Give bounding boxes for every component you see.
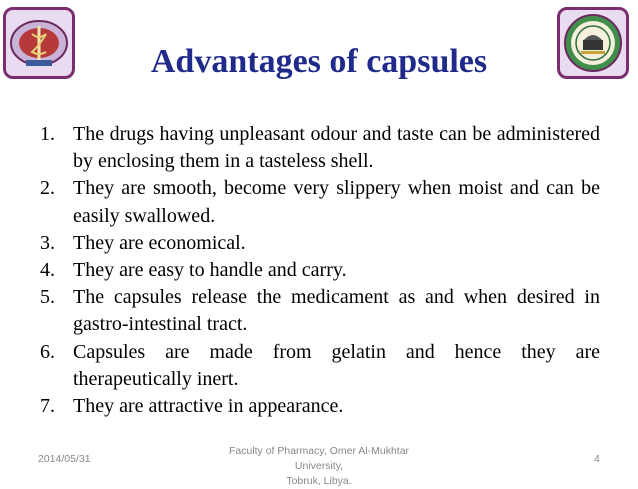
list-item-text: They are economical.: [73, 231, 246, 254]
list-item-number: 4.: [40, 259, 55, 282]
list-item-text: They are attractive in appearance.: [73, 395, 344, 418]
list-item-number: 7.: [40, 395, 55, 418]
footer-affiliation-line-1: Faculty of Pharmacy, Omer Al-Mukhtar University,: [228, 445, 410, 472]
list-item-text: They are easy to handle and carry.: [73, 259, 347, 282]
list-item-text: The capsules release the medicament as and when desired in gastro-intestinal tract.: [73, 286, 600, 336]
list-item-text: Capsules are made from gelatin and hence they are therapeutically inert.: [73, 340, 600, 390]
list-item: [40, 393, 600, 420]
footer-date: 2014/05/31: [38, 453, 91, 465]
list-item-number: 3.: [40, 231, 55, 254]
footer-affiliation: [219, 444, 419, 489]
list-item: [40, 175, 600, 229]
list-item: [40, 284, 600, 338]
list-item: [40, 339, 600, 393]
list-item-number: 5.: [40, 286, 55, 309]
page-number: 4: [594, 453, 600, 465]
list-item-text: The drugs having unpleasant odour and taste can be administered by enclosing them in a tasteless shell.: [73, 123, 600, 173]
slide-title: Advantages of capsules: [150, 43, 488, 80]
list-item: [40, 121, 600, 175]
advantages-list: [40, 121, 600, 420]
list-item-number: 6.: [40, 340, 55, 363]
list-item-number: 2.: [40, 177, 55, 200]
list-item-text: They are smooth, become very slippery when moist and can be easily swallowed.: [73, 177, 600, 227]
list-item: [40, 257, 600, 284]
footer-affiliation-line-2: Tobruk, Libya.: [286, 475, 352, 487]
list-item: [40, 230, 600, 257]
list-item-number: 1.: [40, 123, 55, 145]
